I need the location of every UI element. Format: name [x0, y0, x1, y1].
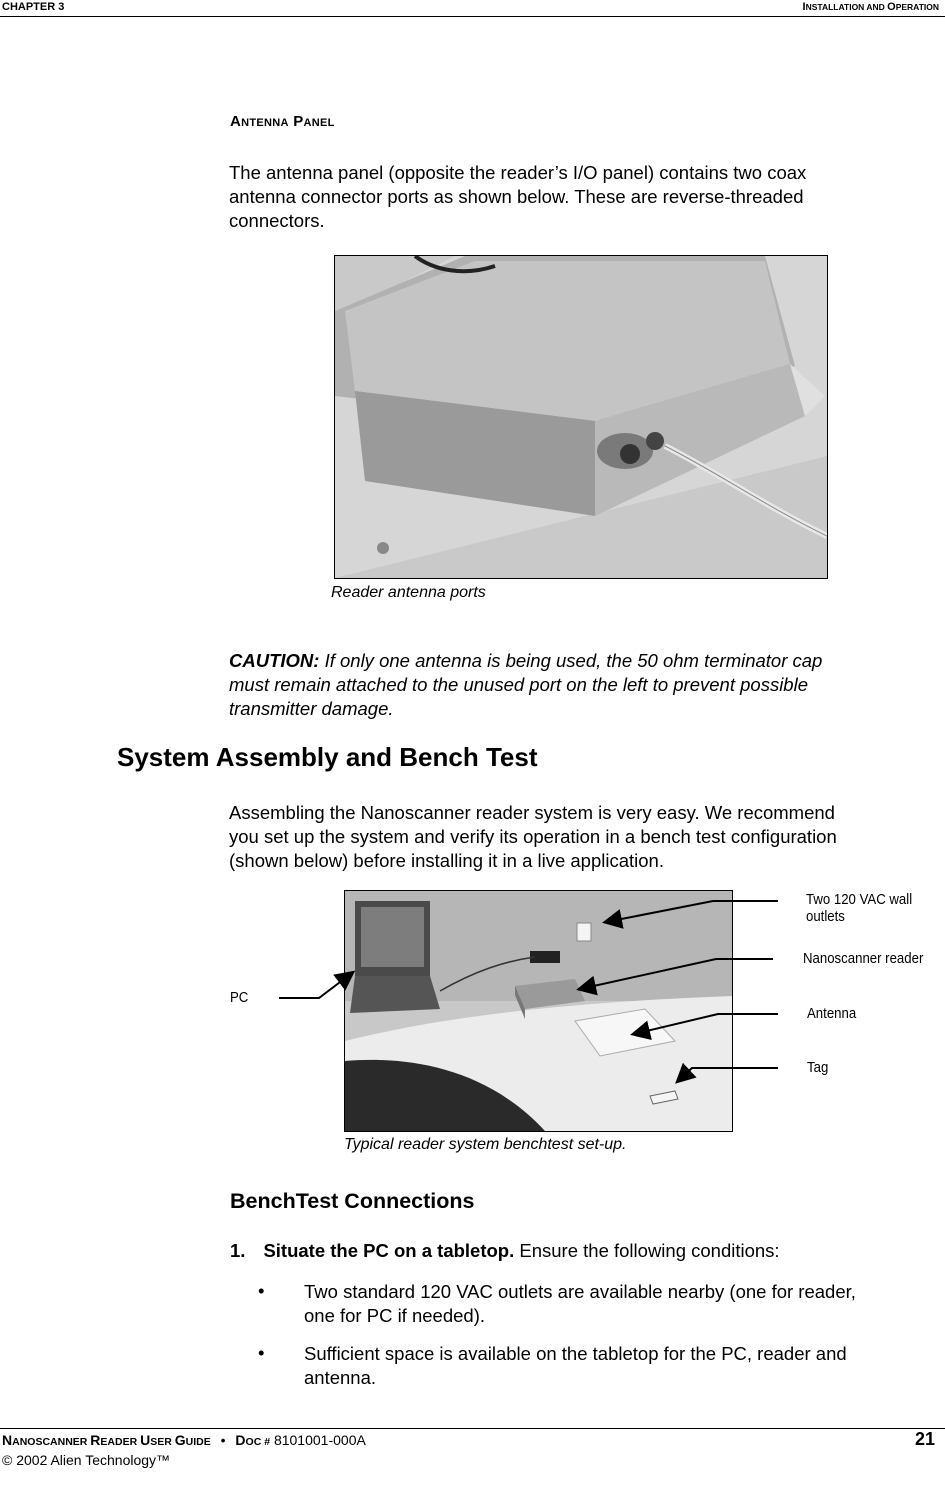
benchtest-photo-caption: Typical reader system benchtest set-up. — [344, 1136, 627, 1153]
page-number: 21 — [914, 1429, 935, 1449]
reader-arrow — [580, 959, 773, 989]
step-title: Situate the PC on a tabletop. — [263, 1240, 515, 1261]
doc-number: 8101001-000A — [273, 1432, 366, 1448]
bullet-line: Two standard 120 VAC outlets are available nearby (one for reader, — [304, 1281, 856, 1302]
bullet-line: one for PC if needed). — [304, 1305, 485, 1326]
step-1 — [230, 1240, 780, 1262]
paragraph-line: you set up the system and verify its operation in a bench test configuration — [229, 826, 837, 847]
guide-title-cap: N — [2, 1432, 13, 1448]
guide-title — [2, 1432, 211, 1448]
chapter-label: CHAPTER 3 — [2, 1, 65, 13]
guide-title-cap: G — [174, 1432, 186, 1448]
section-label-part: NSTALLATION AND — [805, 2, 888, 12]
bullet-line: antenna. — [304, 1367, 377, 1388]
copyright: © 2002 Alien Technology™ — [2, 1452, 171, 1468]
outlets-label-line: outlets — [806, 908, 845, 925]
outlets-arrow — [606, 901, 778, 922]
caution-line: transmitter damage. — [229, 698, 394, 719]
footer-rule — [0, 1428, 945, 1429]
bullet-dot: • — [258, 1280, 265, 1301]
caution-line: must remain attached to the unused port on the left to prevent possible — [229, 674, 808, 695]
bullet-line: Sufficient space is available on the tabletop for the PC, reader and — [304, 1343, 847, 1364]
caution-text: If only one antenna is being used, the 50 ohm terminator cap — [319, 650, 823, 671]
pc-arrow — [279, 973, 352, 998]
doc-label-cap: D — [235, 1432, 246, 1448]
antenna-photo-caption: Reader antenna ports — [331, 584, 486, 601]
outlets-label-line: Two 120 VAC wall — [806, 891, 913, 908]
bullet-dot: • — [258, 1342, 265, 1363]
antenna-label: Antenna — [807, 1005, 857, 1022]
antenna-arrow — [634, 1014, 778, 1034]
caution-label: CAUTION: — [229, 650, 320, 671]
paragraph-line: Assembling the Nanoscanner reader system is very easy. We recommend — [229, 802, 835, 823]
system-assembly-heading: System Assembly and Bench Test — [117, 742, 538, 772]
doc-label — [235, 1432, 270, 1448]
section-label-cap: I — [802, 1, 806, 13]
tag-label: Tag — [807, 1059, 829, 1076]
section-label-cap: O — [887, 1, 896, 13]
paragraph-line: (shown below) before installing it in a live application. — [229, 850, 664, 871]
section-label-part: PERATION — [895, 2, 939, 12]
reader-label: Nanoscanner reader — [803, 950, 924, 967]
guide-title-cap: U — [140, 1432, 151, 1448]
tag-arrow — [678, 1068, 778, 1081]
outlets-label — [806, 891, 912, 925]
guide-title-part: ANOSCANNER — [12, 1436, 91, 1448]
paragraph-line: The antenna panel (opposite the reader’s I/O panel) contains two coax — [229, 162, 807, 183]
guide-title-part: SER — [150, 1436, 175, 1448]
bullet-item — [304, 1342, 934, 1390]
paragraph-line: antenna connector ports as shown below. These are reverse-threaded — [229, 186, 804, 207]
paragraph-line: connectors. — [229, 210, 325, 231]
guide-title-part: UIDE — [185, 1436, 211, 1448]
step-number: 1. — [230, 1240, 246, 1261]
antenna-panel-heading: Antenna Panel — [230, 113, 335, 130]
guide-title-cap: R — [90, 1432, 101, 1448]
benchtest-connections-heading: BenchTest Connections — [230, 1189, 475, 1213]
guide-title-part: EADER — [100, 1436, 141, 1448]
pc-label: PC — [230, 989, 249, 1006]
step-text: Ensure the following conditions: — [514, 1240, 780, 1261]
bullet-item — [304, 1280, 934, 1328]
footer-guide-line — [2, 1432, 366, 1448]
doc-label-part: OC # — [245, 1436, 271, 1448]
footer-separator: • — [220, 1432, 226, 1448]
